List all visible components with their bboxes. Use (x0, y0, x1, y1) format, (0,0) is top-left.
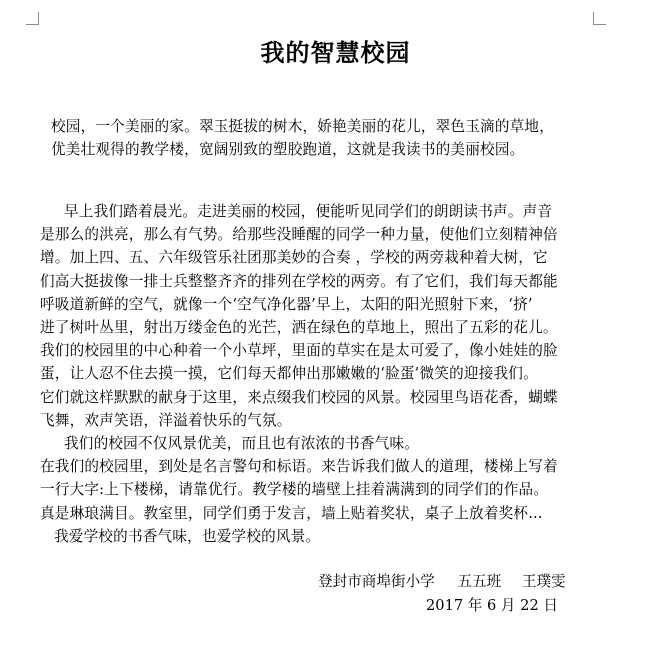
body-line: 真是琳琅满目。教室里，同学们勇于发言，墙上贴着奖状，桌子上放着奖杯... (40, 504, 543, 522)
body-line: 它们就这样默默的献身于这里，来点缀我们校园的风景。校园里鸟语花香，蝴蝶 (40, 388, 558, 406)
body-line: 们高大挺拔像一排士兵整整齐齐的排列在学校的两旁。有了它们，我们每天都能 (40, 272, 558, 290)
body-line: 我爱学校的书香气味，也爱学校的风景。 (54, 527, 321, 545)
body-line: 飞舞，欢声笑语，洋溢着快乐的气氛。 (40, 411, 292, 429)
body-line: 在我们的校园里，到处是名言警句和标语。来告诉我们做人的道理，楼梯上写着 (40, 458, 558, 476)
signature-school: 登封市商埠街小学 (318, 573, 435, 590)
signature-date: 2017 年 6 月 22 日 (426, 597, 558, 614)
body-line: 早上我们踏着晨光。走进美丽的校园，便能听见同学们的朗朗读书声。声音 (64, 203, 553, 220)
body-line: 我们的校园里的中心种着一个小草坪，里面的草实在是太可爱了，像小娃娃的脸 (40, 342, 558, 360)
body-line: 进了树叶丛里，射出万缕金色的光芒，洒在绿色的草地上，照出了五彩的花儿。 (40, 319, 558, 337)
intro-line: 校园，一个美丽的家。翠玉挺拔的树木，娇艳美丽的花儿，翠色玉滴的草地， (51, 118, 554, 135)
signature-line (318, 572, 566, 592)
signature-class: 五五班 (457, 573, 502, 590)
intro-line: 优美壮观得的教学楼，宽阔别致的塑胶跑道，这就是我读书的美丽校园。 (51, 141, 525, 159)
body-line: 一行大字:上下楼梯，请靠优行。教学楼的墙壁上挂着满满到的同学们的作品。 (40, 481, 549, 499)
margin-corner-mark-right (593, 12, 606, 25)
document-title: 我的智慧校园 (260, 38, 411, 67)
body-line: 我们的校园不仅风景优美，而且也有浓浓的书香气味。 (64, 435, 420, 453)
margin-corner-mark-left (26, 12, 39, 25)
body-paragraphs (40, 200, 650, 548)
body-line: 蛋，让人忍不住去摸一摸，它们每天都伸出那嫩嫩的‘脸蛋’微笑的迎接我们。 (40, 365, 538, 383)
signature-name: 王璞雯 (521, 573, 566, 590)
body-line: 增。加上四、五、六年级管乐社团那美妙的合奏 ，学校的两旁栽种着大树，它 (40, 249, 548, 267)
body-line: 呼吸道新鲜的空气，就像一个‘空气净化器’早上，太阳的阳光照射下来，‘挤’ (40, 295, 533, 313)
intro-paragraph (40, 115, 650, 161)
body-line: 是那么的洪亮，那么有气势。给那些没睡醒的同学一种力量，使他们立刻精神倍 (40, 226, 558, 244)
